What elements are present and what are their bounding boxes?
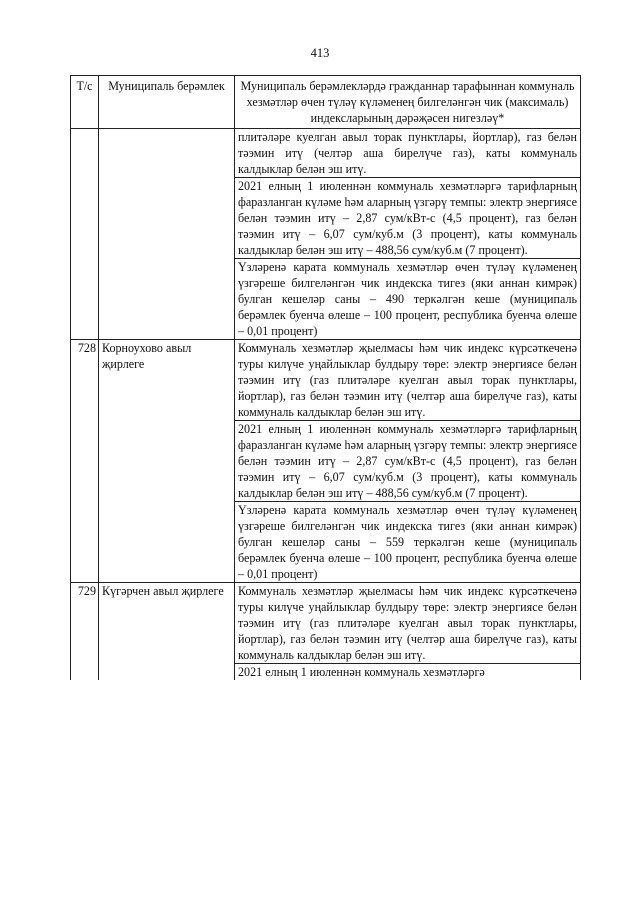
row-number xyxy=(71,129,99,340)
description-paragraph: плитәләре куелган авыл торак пунктлары, йортлар), газ белән тәэмин итү (челтәр аша бирелүче газ), каты коммуналь калдыклар белән эш итү. xyxy=(238,130,577,176)
table-header-row xyxy=(71,76,581,129)
description-paragraph: 2021 елның 1 июленнән коммуналь хезмәтләргә тарифларның фаразланган күләме һәм аларның үзгәрү темпы: электр энергиясе белән тәэмин итү – 2,87 сум/кВт-с (4,5 процент), газ белән тәэмин итү – 6,07 сум/куб.м (3 процент), каты коммуналь калдыклар белән эш итү – 488,56 сум/куб.м (7 процент). xyxy=(235,177,580,258)
row-description xyxy=(235,340,581,583)
header-num: Т/с xyxy=(71,76,99,129)
description-paragraph: Коммуналь хезмәтләр җыелмасы һәм чик индекс күрсәткеченә туры килүче уңайлыклар булдыру төре: электр энергиясе белән тәэмин итү (газ плитәләре куелган авыл торак пунктлары, йортлар), газ белән тәэмин итү (челтәр аша бирелүче газ), каты коммуналь калдыклар белән эш итү. xyxy=(238,584,577,662)
header-description: Муниципаль берәмлекләрдә гражданнар тарафыннан коммуналь хезмәтләр өчен түләү күләменең билгеләнгән чик (максималь) индексларының дәрәҗәсен нигезләү* xyxy=(235,76,581,129)
row-municipality xyxy=(99,129,235,340)
header-municipality: Муниципаль берәмлек xyxy=(99,76,235,129)
description-paragraph: Үзләренә карата коммуналь хезмәтләр өчен түләү күләменең үзгәреше билгеләнгән чик индекска тигез (яки аннан кимрәк) булган кешеләр саны – 559 теркәлгән кеше (муниципаль берәмлек буенча өлеше – 100 процент, республика буенча өлеше – 0,01 процент) xyxy=(235,501,580,582)
row-description xyxy=(235,129,581,340)
row-municipality: Күгәрчен авыл җирлеге xyxy=(99,583,235,681)
description-paragraph: 2021 елның 1 июленнән коммуналь хезмәтләргә тарифларның фаразланган күләме һәм аларның үзгәрү темпы: электр энергиясе белән тәэмин итү – 2,87 сум/кВт-с (4,5 процент), газ белән тәэмин итү – 6,07 сум/куб.м (3 процент), каты коммуналь калдыклар белән эш итү – 488,56 сум/куб.м (7 процент). xyxy=(235,420,580,501)
page-number: 413 xyxy=(310,46,330,60)
row-number: 729 xyxy=(71,583,99,681)
description-paragraph: 2021 елның 1 июленнән коммуналь хезмәтләргә xyxy=(235,663,580,680)
table-row xyxy=(71,129,581,340)
description-paragraph: Үзләренә карата коммуналь хезмәтләр өчен түләү күләменең үзгәреше билгеләнгән чик индекска тигез (яки аннан кимрәк) булган кешеләр саны – 490 теркәлгән кеше (муниципаль берәмлек буенча өлеше – 100 процент, республика буенча өлеше – 0,01 процент) xyxy=(235,258,580,339)
row-municipality: Корноухово авыл җирлеге xyxy=(99,340,235,583)
tariff-index-table xyxy=(70,75,581,680)
description-paragraph: Коммуналь хезмәтләр җыелмасы һәм чик индекс күрсәткеченә туры килүче уңайлыклар булдыру төре: электр энергиясе белән тәэмин итү (газ плитәләре куелган авыл торак пунктлары, йортлар), газ белән тәэмин итү (челтәр аша бирелүче газ), каты коммуналь калдыклар белән эш итү. xyxy=(238,341,577,419)
table-row xyxy=(71,583,581,681)
row-number: 728 xyxy=(71,340,99,583)
row-description xyxy=(235,583,581,681)
table-row xyxy=(71,340,581,583)
